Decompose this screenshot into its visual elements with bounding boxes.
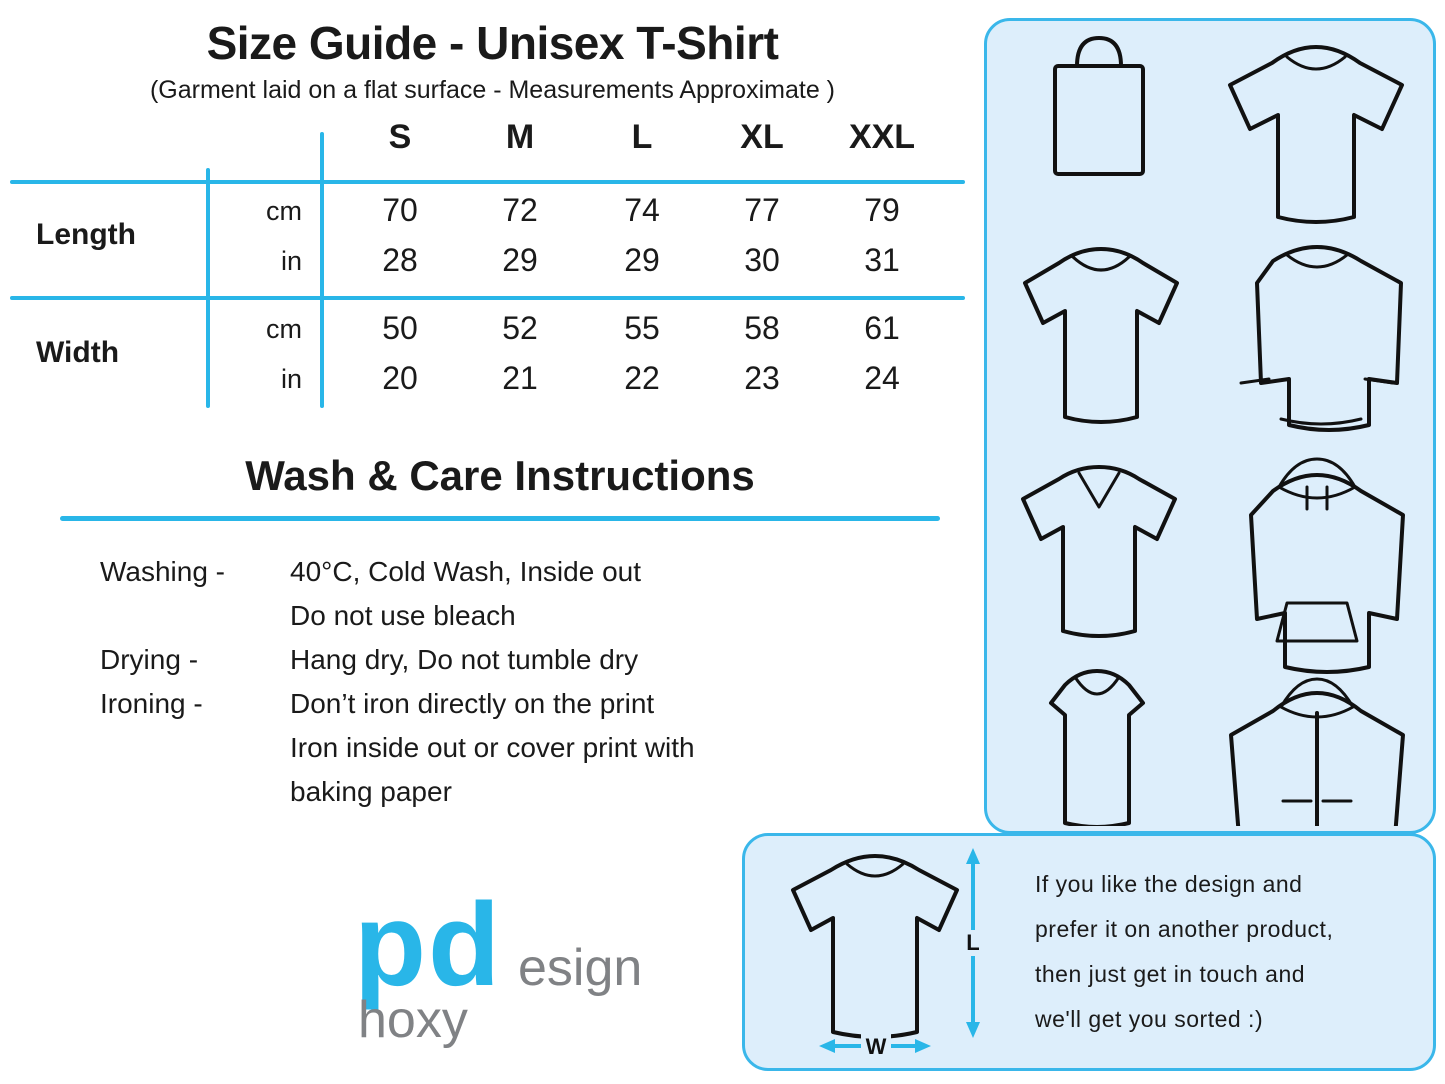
length-arrow — [961, 848, 987, 1038]
table-rule-vert-2 — [320, 132, 324, 408]
cell-width-in-m: 21 — [502, 360, 538, 396]
unit-length-in: in — [280, 246, 302, 276]
cell-length-cm-xl: 77 — [744, 192, 780, 228]
cell-width-cm-s: 50 — [382, 310, 418, 346]
care-item-washing-cont — [100, 594, 980, 638]
cell-length-cm-xxl: 79 — [864, 192, 900, 228]
wash-care-heading: Wash & Care Instructions — [245, 452, 755, 499]
womens-tee-icon — [1025, 249, 1177, 422]
cell-length-in-m: 29 — [502, 242, 538, 278]
sweatshirt-icon — [1241, 247, 1401, 430]
contact-note-line-2: prefer it on another product, — [1035, 916, 1334, 942]
v-neck-tee-icon — [1023, 467, 1175, 636]
garment-illustrations-panel — [984, 18, 1436, 834]
table-rule-mid — [10, 296, 965, 300]
cell-width-cm-m: 52 — [502, 310, 538, 346]
cell-length-cm-m: 72 — [502, 192, 538, 228]
long-sleeve-tee-icon — [1230, 47, 1402, 222]
wash-care-list — [100, 550, 980, 814]
table-rule-top — [10, 180, 965, 184]
care-value-washing-cont: Do not use bleach — [290, 600, 516, 631]
logo-letter-p: p — [354, 879, 427, 1011]
care-key-washing: Washing - — [100, 556, 226, 587]
care-key-ironing: Ironing - — [100, 688, 203, 719]
unit-width-in: in — [280, 364, 302, 394]
care-key-drying: Drying - — [100, 644, 199, 675]
table-rule-vert-1 — [206, 168, 210, 408]
contact-note-line-3: then just get in touch and — [1035, 961, 1306, 987]
cell-length-in-s: 28 — [382, 242, 418, 278]
page-title: Size Guide - Unisex T-Shirt — [206, 17, 779, 69]
logo-text-hoxy: hoxy — [358, 991, 468, 1049]
care-value-drying: Hang dry, Do not tumble dry — [290, 644, 639, 675]
size-header-xl: XL — [740, 118, 784, 156]
care-value-ironing: Don’t iron directly on the print — [290, 688, 655, 719]
cell-length-in-l: 29 — [624, 242, 660, 278]
care-item-ironing — [100, 682, 980, 726]
size-header-l: L — [631, 118, 653, 156]
cell-width-in-xxl: 24 — [864, 360, 900, 396]
care-value-ironing-cont: Iron inside out or cover print with — [290, 732, 695, 763]
tote-bag-icon — [1055, 38, 1143, 174]
size-header-s: S — [388, 118, 412, 156]
length-dim-label: L — [966, 930, 980, 955]
contact-note-line-4: we'll get you sorted :) — [1035, 1006, 1264, 1032]
tshirt-dimension-icon — [773, 838, 1033, 1066]
row-label-width: Width — [36, 336, 120, 369]
unit-width-cm: cm — [266, 314, 302, 344]
row-label-length: Length — [36, 218, 136, 251]
contact-note-line-1: If you like the design and — [1035, 871, 1303, 897]
cell-length-cm-s: 70 — [382, 192, 418, 228]
garment-illustrations — [987, 21, 1427, 826]
cell-length-cm-l: 74 — [624, 192, 660, 228]
care-item-ironing-cont — [100, 726, 980, 770]
cell-width-in-l: 22 — [624, 360, 660, 396]
wash-care-underline — [60, 516, 940, 521]
cell-length-in-xxl: 31 — [864, 242, 900, 278]
size-table — [10, 118, 975, 418]
care-value-ironing-cont2: baking paper — [290, 776, 452, 807]
care-item-ironing-cont2 — [100, 770, 980, 814]
tank-top-icon — [1051, 671, 1143, 826]
logo-text-esign: esign — [518, 939, 643, 997]
cell-width-in-xl: 23 — [744, 360, 780, 396]
cell-width-in-s: 20 — [382, 360, 418, 396]
care-item-washing — [100, 550, 980, 594]
zip-hoodie-icon — [1231, 679, 1403, 826]
care-value-washing: 40°C, Cold Wash, Inside out — [290, 556, 641, 587]
hoodie-icon — [1251, 459, 1403, 672]
cell-length-in-xl: 30 — [744, 242, 780, 278]
unit-length-cm: cm — [266, 196, 302, 226]
contact-note — [1035, 862, 1415, 1042]
cell-width-cm-xxl: 61 — [864, 310, 900, 346]
care-item-drying — [100, 638, 980, 682]
brand-logo — [350, 880, 690, 1060]
width-dim-label: W — [865, 1034, 887, 1059]
page-subtitle: (Garment laid on a flat surface - Measurements Approximate ) — [149, 76, 835, 104]
size-header-m: M — [505, 118, 535, 156]
cell-width-cm-xl: 58 — [744, 310, 780, 346]
cell-width-cm-l: 55 — [624, 310, 660, 346]
logo-letter-d: d — [428, 879, 501, 1011]
width-arrow — [819, 1033, 931, 1059]
size-header-xxl: XXL — [848, 118, 916, 156]
